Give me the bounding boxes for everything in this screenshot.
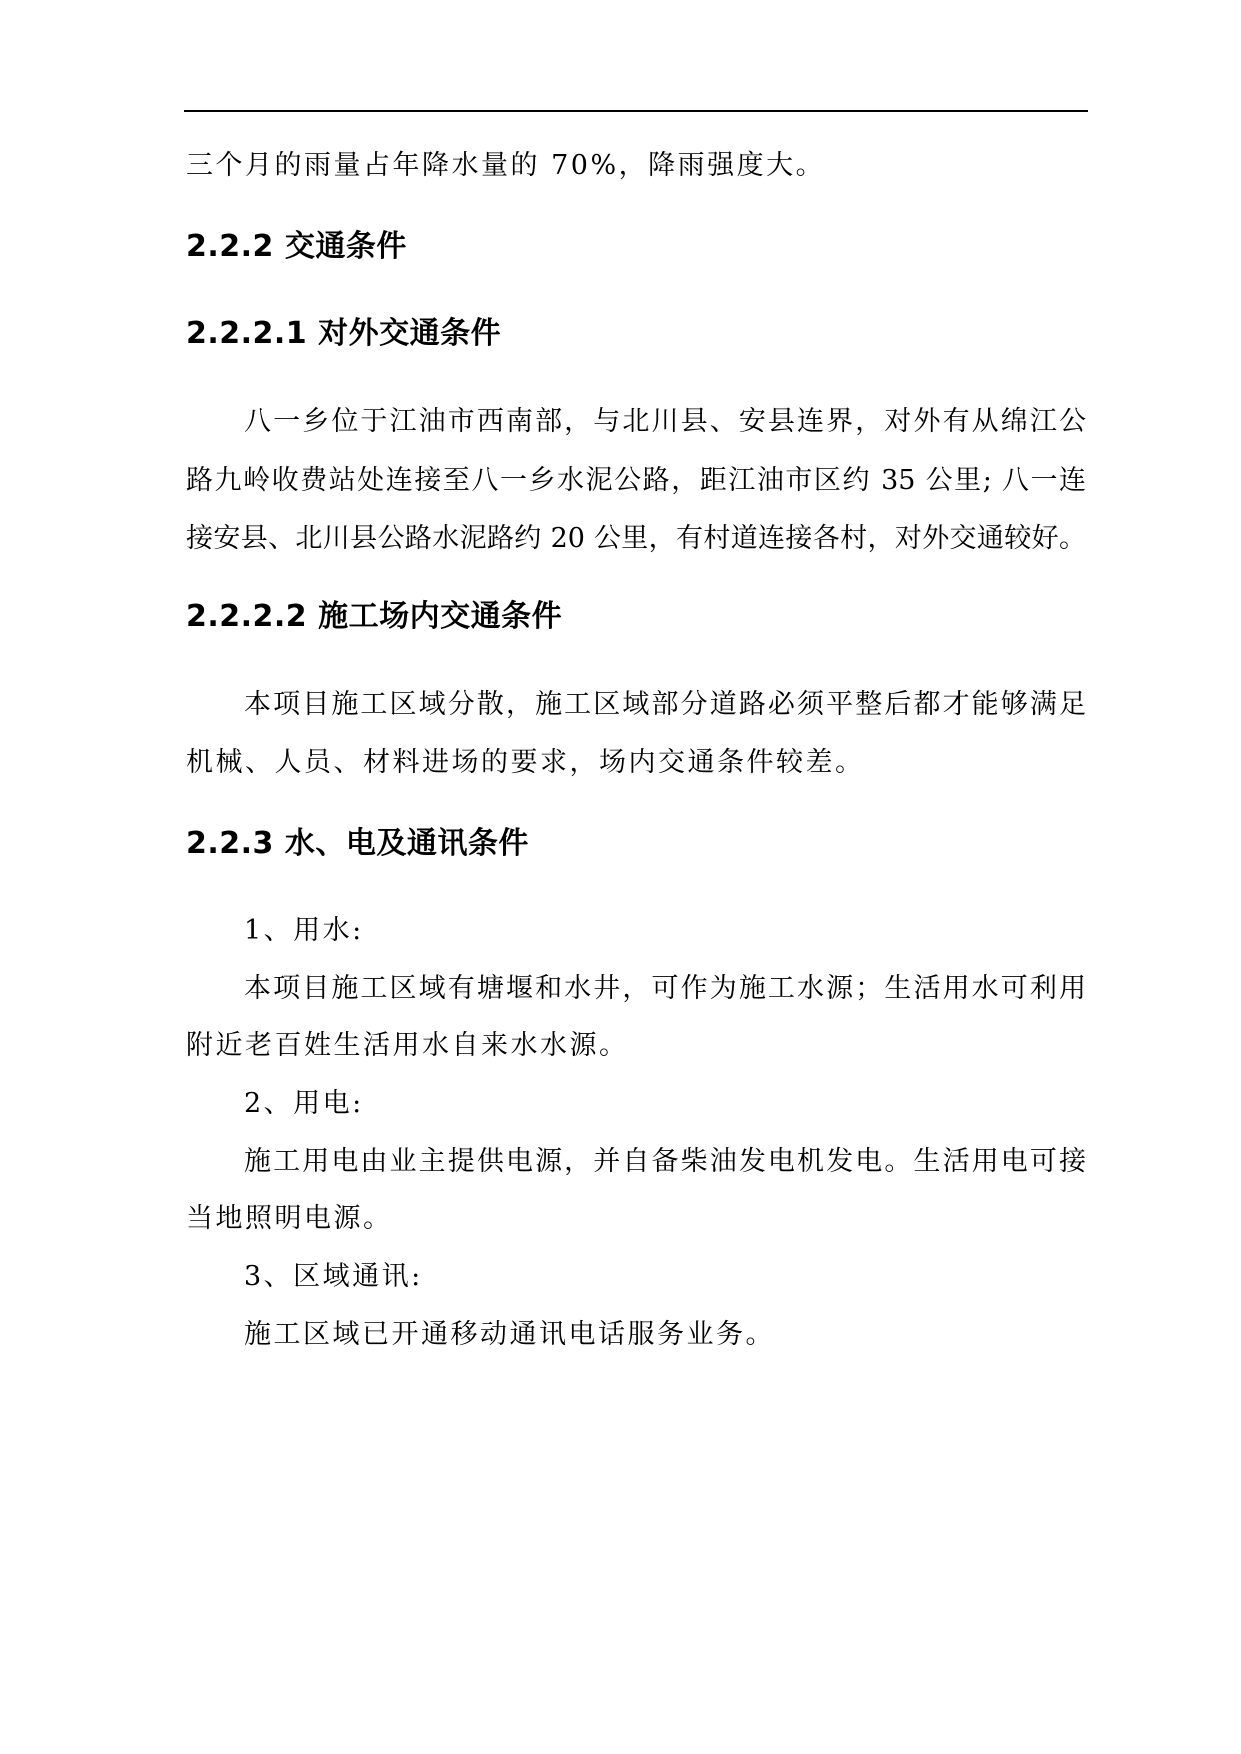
heading-2-2-2-2: 2.2.2.2 施工场内交通条件	[186, 599, 563, 634]
paragraph-line: 本项目施工区域有塘堰和水井，可作为施工水源；生活用水可利用	[244, 973, 1086, 1004]
comms-label: 3、区域通讯:	[244, 1261, 423, 1292]
paragraph-line: 八一乡位于江油市西南部，与北川县、安县连界，对外有从绵江公	[244, 406, 1086, 437]
paragraph-line: 路九岭收费站处连接至八一乡水泥公路，距江油市区约 35 公里; 八一连	[186, 465, 1086, 496]
paragraph-line: 施工区域已开通移动通讯电话服务业务。	[244, 1319, 775, 1350]
heading-2-2-2: 2.2.2 交通条件	[186, 229, 407, 264]
heading-2-2-2-1: 2.2.2.1 对外交通条件	[186, 316, 502, 351]
heading-2-2-3: 2.2.3 水、电及通讯条件	[186, 826, 529, 861]
intro-line: 三个月的雨量占年降水量的 70%，降雨强度大。	[186, 150, 826, 181]
water-label: 1、用水:	[244, 915, 364, 946]
paragraph-line: 施工用电由业主提供电源，并自备柴油发电机发电。生活用电可接	[244, 1146, 1086, 1177]
paragraph-line: 附近老百姓生活用水自来水水源。	[186, 1030, 629, 1061]
paragraph-line: 本项目施工区域分散，施工区域部分道路必须平整后都才能够满足	[244, 689, 1086, 720]
paragraph-line: 接安县、北川县公路水泥路约 20 公里，有村道连接各村，对外交通较好。	[186, 523, 1086, 554]
paragraph-line: 机械、人员、材料进场的要求，场内交通条件较差。	[186, 747, 865, 778]
paragraph-line: 当地照明电源。	[186, 1203, 393, 1234]
power-label: 2、用电:	[244, 1088, 364, 1119]
header-rule	[184, 110, 1088, 112]
